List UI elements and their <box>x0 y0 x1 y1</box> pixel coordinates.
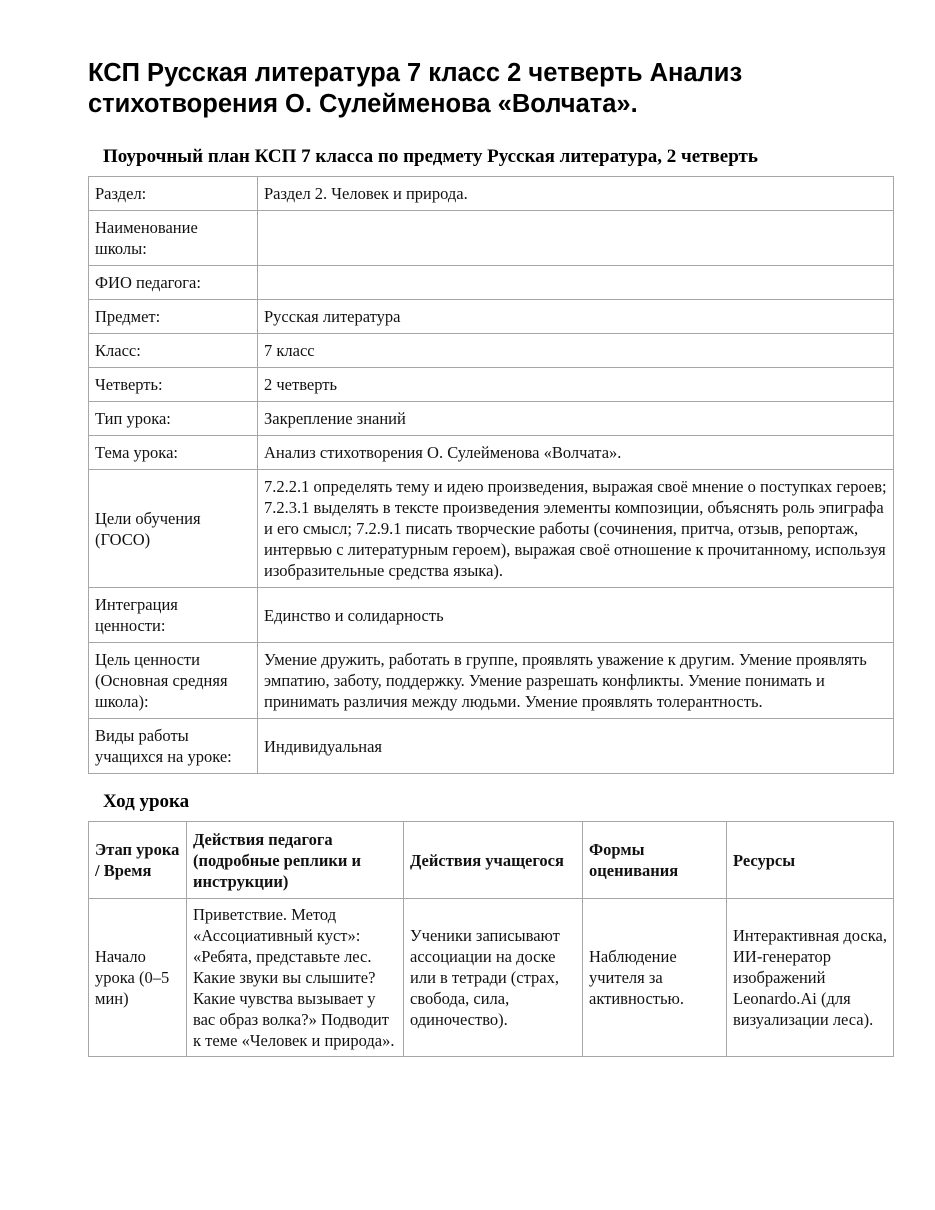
info-label: Предмет: <box>89 300 258 334</box>
info-label: ФИО педагога: <box>89 266 258 300</box>
info-label: Раздел: <box>89 177 258 211</box>
info-row <box>89 402 894 436</box>
lesson-header-row <box>89 822 894 899</box>
lesson-info-table <box>88 176 894 774</box>
info-value: 2 четверть <box>258 368 894 402</box>
info-label: Тема урока: <box>89 436 258 470</box>
info-row <box>89 588 894 643</box>
info-row <box>89 266 894 300</box>
plan-caption: Поурочный план КСП 7 класса по предмету Русская литература, 2 четверть <box>103 146 758 167</box>
page-title: КСП Русская литература 7 класс 2 четверть Анализ стихотворения О. Сулейменова «Волчата». <box>88 59 743 118</box>
info-label: Цель ценности (Основная средняя школа): <box>89 643 258 719</box>
info-row <box>89 211 894 266</box>
header-resources: Ресурсы <box>727 822 894 899</box>
header-stage: Этап урока / Время <box>89 822 187 899</box>
info-value: Единство и солидарность <box>258 588 894 643</box>
info-row <box>89 177 894 211</box>
info-value: Анализ стихотворения О. Сулейменова «Волчата». <box>258 436 894 470</box>
lesson-cell-teacher: Приветствие. Метод «Ассоциативный куст»: «Ребята, представьте лес. Какие звуки вы слышите? Какие чувства вызывает у вас образ волка?» Подводит к теме «Человек и природа». <box>187 899 404 1057</box>
info-row <box>89 719 894 774</box>
header-assessment: Формы оценивания <box>583 822 727 899</box>
info-value: Закрепление знаний <box>258 402 894 436</box>
info-row <box>89 368 894 402</box>
info-label: Наименование школы: <box>89 211 258 266</box>
header-teacher-actions: Действия педагога (подробные реплики и инструкции) <box>187 822 404 899</box>
header-student-actions: Действия учащегося <box>404 822 583 899</box>
lesson-cell-resources: Интерактивная доска, ИИ-генератор изображений Leonardo.Ai (для визуализации леса). <box>727 899 894 1057</box>
info-row <box>89 436 894 470</box>
info-row <box>89 643 894 719</box>
info-label: Класс: <box>89 334 258 368</box>
info-label: Четверть: <box>89 368 258 402</box>
lesson-flow-table <box>88 821 894 1057</box>
info-value: 7.2.2.1 определять тему и идею произведения, выражая своё мнение о поступках героев; 7.2.3.1 выделять в тексте произведения элементы композиции, объяснять роль эпиграфа и его смысл; 7.2.9.1 писать творческие работы (сочинения, притча, отзыв, репортаж, интервью с литературным героем), выражая своё отношение к прочитанному, используя изобразительные средства языка). <box>258 470 894 588</box>
info-row <box>89 300 894 334</box>
info-value: Раздел 2. Человек и природа. <box>258 177 894 211</box>
info-value <box>258 266 894 300</box>
lesson-cell-stage: Начало урока (0–5 мин) <box>89 899 187 1057</box>
lesson-flow-caption: Ход урока <box>103 791 190 812</box>
info-label: Виды работы учащихся на уроке: <box>89 719 258 774</box>
info-label: Тип урока: <box>89 402 258 436</box>
info-row <box>89 470 894 588</box>
info-value <box>258 211 894 266</box>
info-label: Цели обучения (ГОСО) <box>89 470 258 588</box>
lesson-cell-assessment: Наблюдение учителя за активностью. <box>583 899 727 1057</box>
info-value: Индивидуальная <box>258 719 894 774</box>
info-label: Интеграция ценности: <box>89 588 258 643</box>
info-value: Русская литература <box>258 300 894 334</box>
info-row <box>89 334 894 368</box>
lesson-cell-student: Ученики записывают ассоциации на доске или в тетради (страх, свобода, сила, одиночество). <box>404 899 583 1057</box>
info-value: Умение дружить, работать в группе, проявлять уважение к другим. Умение проявлять эмпатию, заботу, поддержку. Умение разрешать конфликты. Умение понимать и принимать различия между людьми. Умение проявлять толерантность. <box>258 643 894 719</box>
info-value: 7 класс <box>258 334 894 368</box>
lesson-row <box>89 899 894 1057</box>
document-page <box>88 58 893 1057</box>
